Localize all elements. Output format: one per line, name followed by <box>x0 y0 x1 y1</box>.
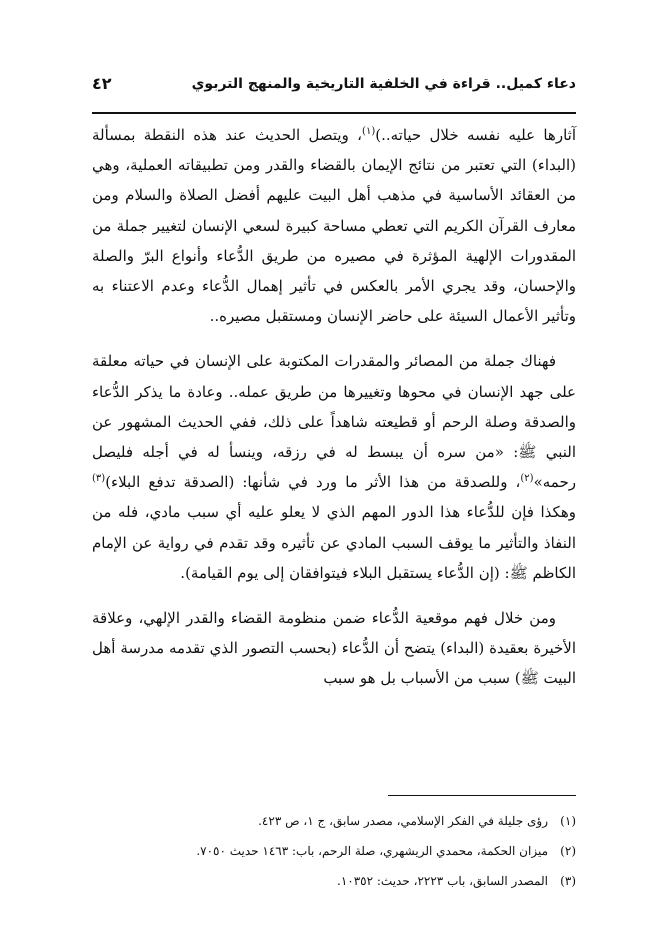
footnote-ref-3: (٣) <box>92 473 106 485</box>
footnote-rule <box>388 795 576 796</box>
footnote-text: رؤى جليلة في الفكر الإسلامي، مصدر سابق، ج ١، ص ٤٢٣. <box>258 814 548 828</box>
paragraph-1 <box>92 120 576 331</box>
paragraph-1-continuation: ، ويتصل الحديث عند هذه النقطة بمسألة (البداء) التي تعتبر من نتائج الإيمان بالقضاء والقدر ومن تطبيقاته العملية، وهي من العقائد الأساسية في مذهب أهل البيت عليهم أفضل الصلاة والسلام ومن معارف القرآن الكريم التي تعطي مساحة كبيرة لسعي الإنسان لتغيير جملة من المقدورات الإلهية المؤثرة في مصيره من طريق الدُّعاء وأنواع البرّ والصلة والإحسان، وقد يجري الأمر بالعكس في تأثير إهمال الدُّعاء وعدم الاعتناء به وتأثير الأعمال السيئة على حاضر الإنسان ومستقبل مصيره.. <box>92 126 576 326</box>
footnote-1 <box>92 806 576 836</box>
body-text <box>92 120 576 694</box>
paragraph-1-text: آثارها عليه نفسه خلال حياته..) <box>375 126 576 144</box>
paragraph-2-text-a: فهناك جملة من المصائر والمقدرات المكتوبة على الإنسان في حياته معلقة على جهد الإنسان في محوها وتغييرها من طريق عمله.. وعادة ما يذكر الدُّعاء والصدقة وصلة الرحم أو قطيعته شاهداً على ذلك، ففي الحديث المشهور عن النبي ﷺ: «من سره أن يبسط له في رزقه، وينسأ له في أجله فليصل رحمه» <box>92 352 576 492</box>
footnote-ref-2: (٢) <box>520 473 534 485</box>
paragraph-2-text-c: وهكذا فإن للدُّعاء هذا الدور المهم الذي لا يعلو عليه أي سبب مادي، فله من النفاذ والتأثير ما يوقف السبب المادي عن تأثيره وقد تقدم في رواية عن الإمام الكاظم ﷺ: (إن الدُّعاء يستقبل البلاء فيتوافقان إلى يوم القيامة). <box>92 503 576 582</box>
footnote-text: المصدر السابق، باب ٢٢٢٣، حديث: ١٠٣٥٢. <box>337 874 548 888</box>
paragraph-2 <box>92 346 576 588</box>
running-header <box>92 74 576 98</box>
page-number: ٤٢ <box>92 74 112 93</box>
footnote-text: ميزان الحكمة، محمدي الريشهري، صلة الرحم، باب: ١٤٦٣ حديث ٧٠٥٠. <box>196 844 548 858</box>
footnote-number: (٢) <box>560 844 576 858</box>
header-rule <box>92 112 576 114</box>
footnote-3 <box>92 866 576 896</box>
footnote-ref-1: (١) <box>362 126 376 137</box>
paragraph-3: ومن خلال فهم موقعية الدُّعاء ضمن منظومة القضاء والقدر الإلهي، وعلاقة الأخيرة بعقيدة (البداء) يتضح أن الدُّعاء (بحسب التصور الذي تقدمه مدرسة أهل البيت ﷺ) سبب من الأسباب بل هو سبب <box>92 609 576 688</box>
footnotes <box>92 806 576 896</box>
footnote-number: (١) <box>560 814 576 828</box>
running-header-title: دعاء كميل.. قراءة في الخلفية التاريخية والمنهج التربوي <box>191 76 576 92</box>
footnote-number: (٣) <box>560 874 576 888</box>
paragraph-2-text-b: ، وللصدقة من هذا الأثر ما ورد في شأنها: (الصدقة تدفع البلاء) <box>105 473 521 492</box>
footnote-2 <box>92 836 576 866</box>
